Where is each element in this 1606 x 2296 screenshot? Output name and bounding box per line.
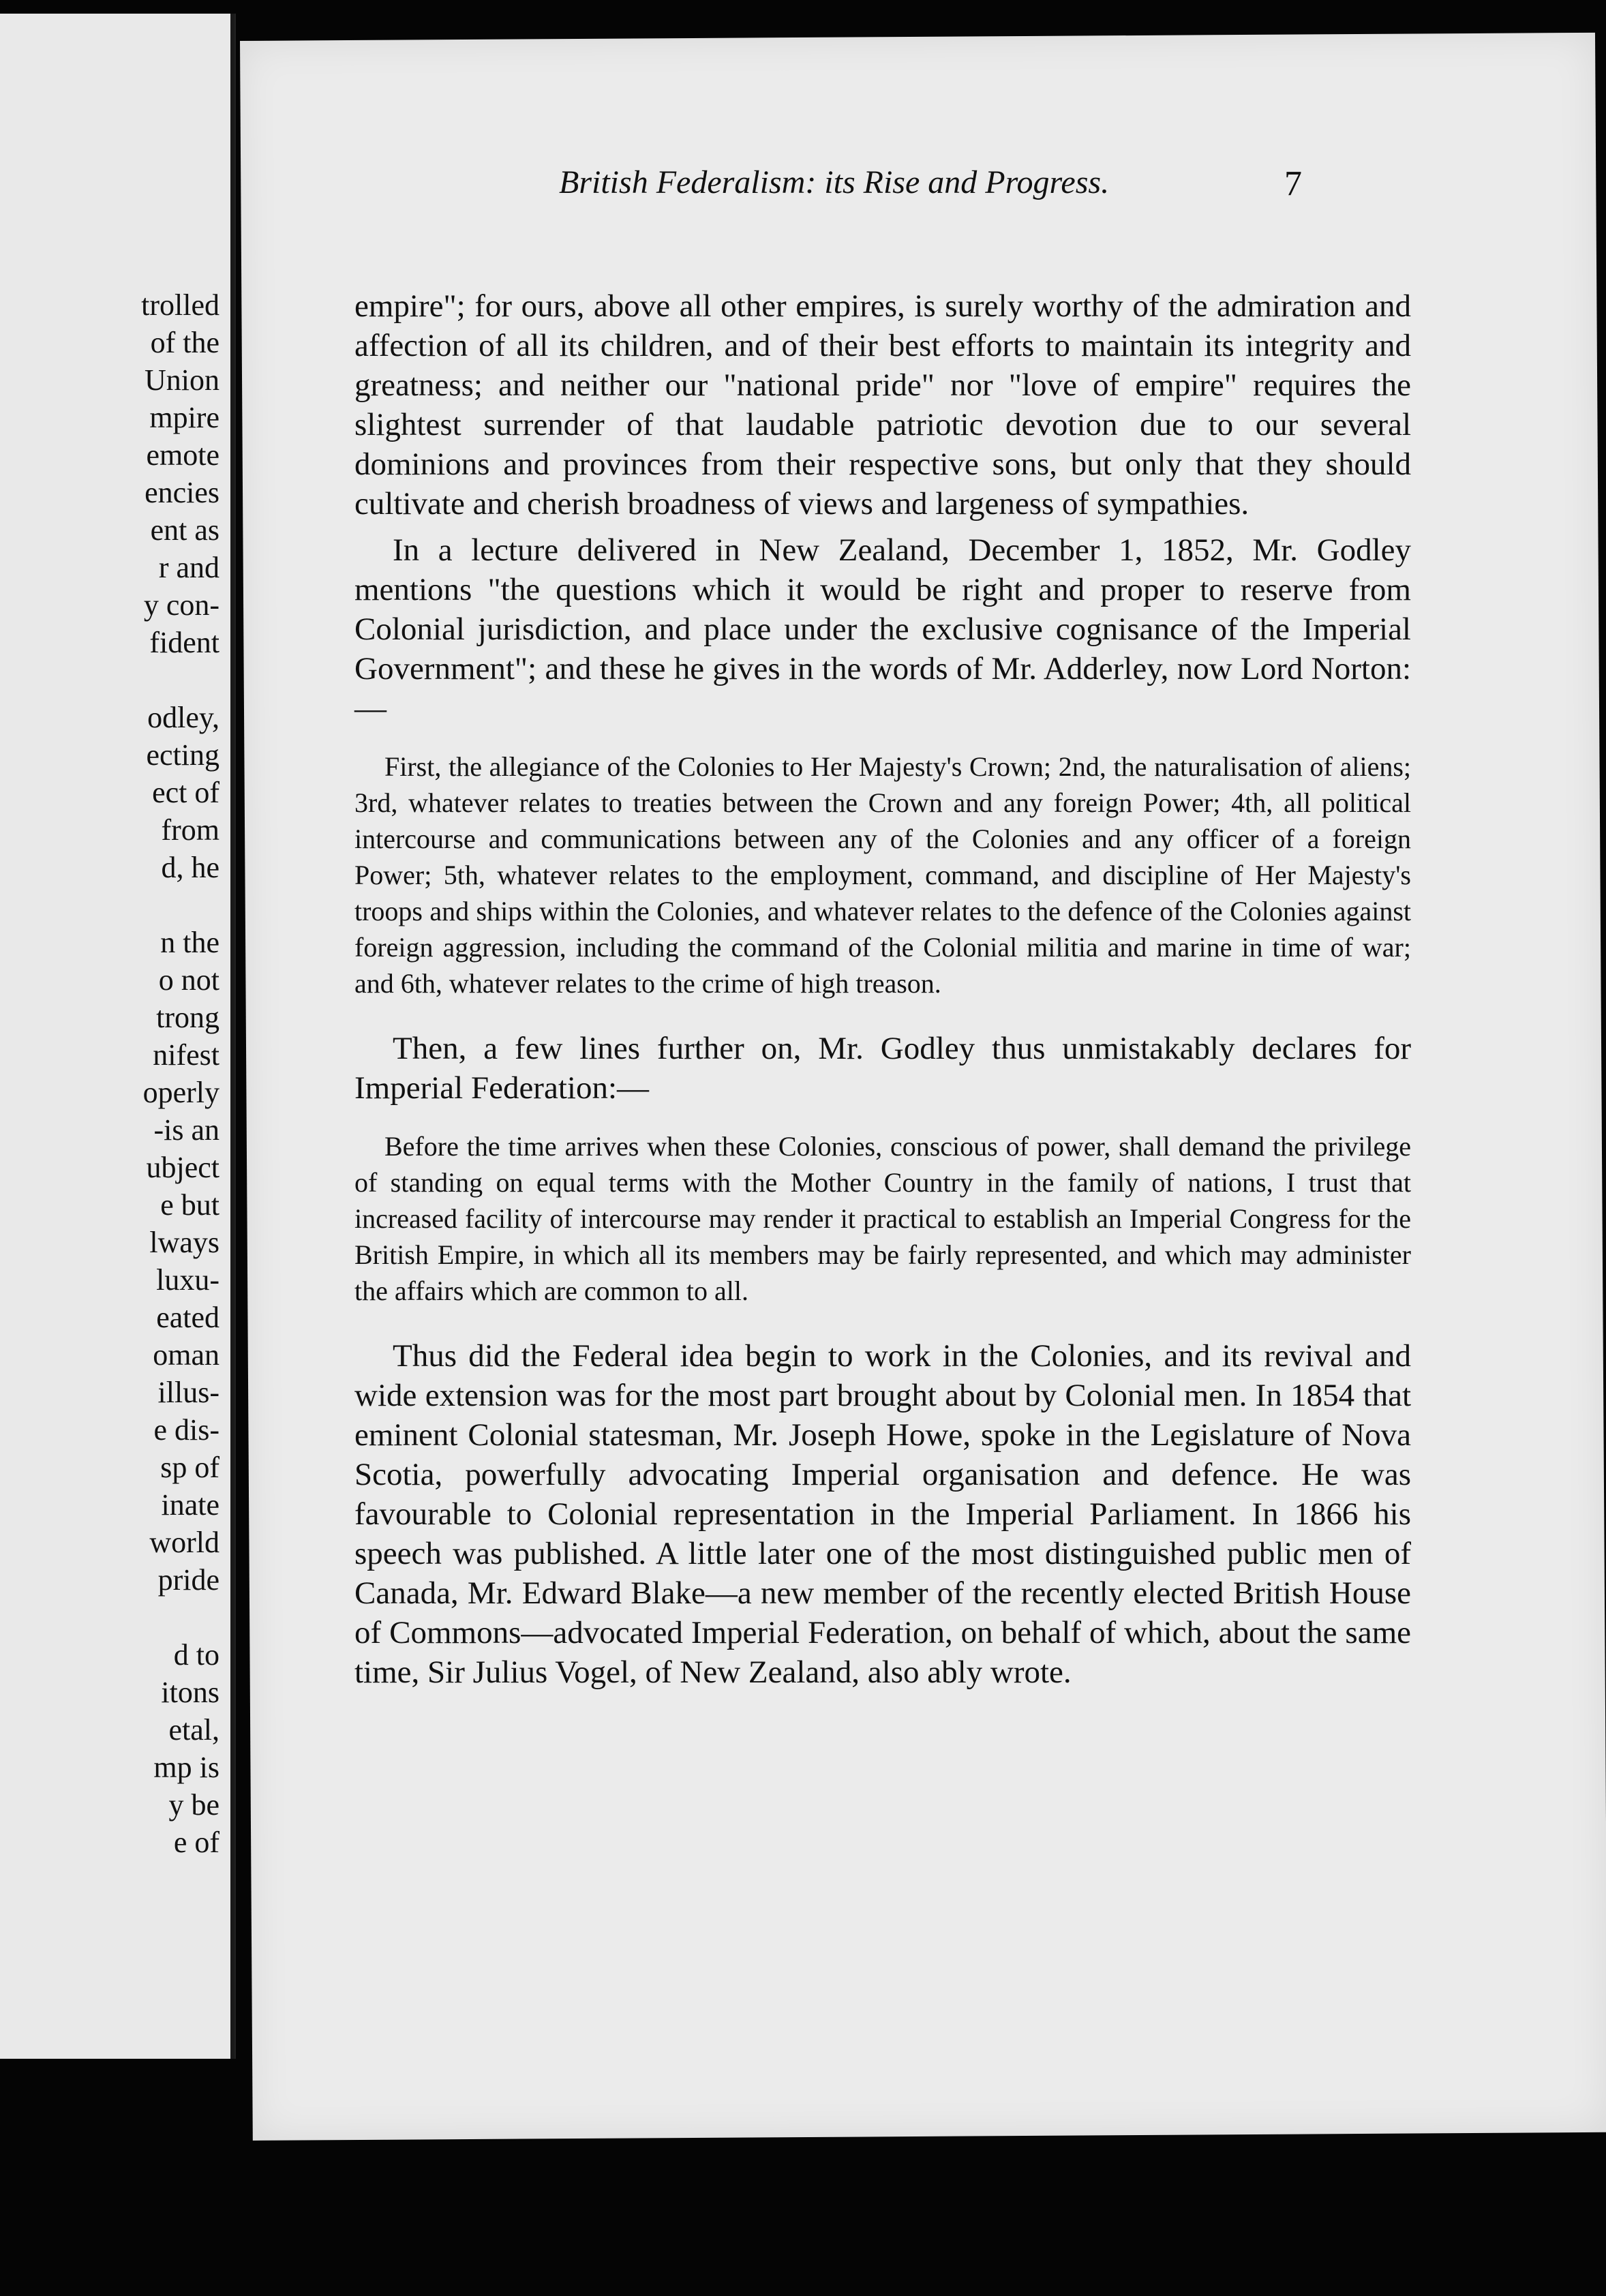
facing-page-line: encies: [145, 476, 219, 509]
facing-page-line: from: [161, 813, 219, 847]
facing-page-line: of the: [150, 326, 219, 359]
facing-page-line: e of: [173, 1826, 219, 1859]
facing-page-line: d, he: [161, 851, 219, 884]
facing-page-line: e but: [160, 1188, 219, 1222]
facing-page-line: -is an: [153, 1113, 219, 1147]
facing-page-line: eated: [156, 1301, 219, 1334]
facing-page-line: sp of: [160, 1451, 219, 1484]
facing-page-line: pride: [157, 1563, 219, 1597]
facing-page-line: [15, 1599, 219, 1636]
facing-page: [0, 14, 236, 2059]
facing-page-line: o not: [158, 963, 219, 997]
page-body: [354, 286, 1411, 1699]
facing-page-line: y be: [168, 1788, 219, 1822]
facing-page-line: trong: [156, 1001, 219, 1034]
facing-page-line: ect of: [152, 776, 219, 809]
facing-page-line: n the: [160, 926, 219, 959]
paragraph-godley-lecture: In a lecture delivered in New Zealand, December 1, 1852, Mr. Godley mentions "the questions which it would be right and proper to reserve from Colonial jurisdiction, and place under the exclusive cognisance of the Imperial Government"; and these he gives in the words of Mr. Adderley, now Lord Norton:—: [354, 532, 1411, 726]
facing-page-line: d to: [173, 1638, 219, 1672]
facing-page-line: inate: [161, 1488, 219, 1522]
facing-page-line: Union: [145, 363, 219, 397]
facing-page-line: [15, 886, 219, 924]
facing-page-line: [15, 661, 219, 699]
running-title: British Federalism: its Rise and Progress.: [559, 164, 1110, 200]
facing-page-line: y con-: [143, 588, 219, 622]
block-quote-adderley: First, the allegiance of the Colonies to Her Majesty's Crown; 2nd, the naturalisation of aliens; 3rd, whatever relates to treaties between the Crown and any foreign Power; 4th, all political intercourse and communications between any of the Colonies and any officer of a foreign Power; 5th, whatever relates to the employment, command, and discipline of Her Majesty's troops and ships within the Colonies, and whatever relates to the defence of the Colonies against foreign aggression, including the command of the Colonial militia and marine in time of war; and 6th, whatever relates to the crime of high treason.: [354, 751, 1411, 999]
facing-page-line: mpire: [149, 401, 219, 434]
block-quote-godley: Before the time arrives when these Colonies, conscious of power, shall demand the privilege of standing on equal terms with the Mother Country in the family of nations, I trust that increased facility of intercourse may render it practical to establish an Imperial Congress for the British Empire, in which all its members may be fairly represented, and which may administer the affairs which are common to all.: [354, 1131, 1411, 1306]
facing-page-line: fident: [149, 626, 219, 659]
facing-page-line: itons: [161, 1676, 219, 1709]
facing-page-line: odley,: [147, 701, 219, 734]
facing-page-line: etal,: [168, 1713, 219, 1747]
facing-page-line: e dis-: [153, 1413, 219, 1447]
facing-page-line: oman: [153, 1338, 219, 1372]
facing-page-line: ecting: [146, 738, 219, 772]
facing-page-line: lways: [149, 1226, 219, 1259]
facing-page-line: mp is: [153, 1751, 219, 1784]
page-number: 7: [1284, 164, 1302, 203]
facing-page-line: ent as: [150, 513, 219, 547]
facing-page-line: emote: [146, 438, 219, 472]
paragraph-continuation: empire"; for ours, above all other empires, is surely worthy of the admiration and affection of all its children, and of their best efforts to maintain its integrity and greatness; and neither our "national pride" nor "love of empire" requires the slightest surrender of that laudable patriotic devotion due to our several dominions and provinces from their respective sons, but only that they should cultivate and cherish broadness of views and largeness of sympathies.: [354, 288, 1411, 522]
facing-page-line: ubject: [146, 1151, 219, 1184]
facing-page-line: trolled: [141, 288, 219, 322]
facing-page-line: operly: [142, 1076, 219, 1109]
paragraph-federal-idea: Thus did the Federal idea begin to work in the Colonies, and its revival and wide extension was for the most part brought about by Colonial men. In 1854 that eminent Colonial statesman, Mr. Joseph Howe, spoke in the Legislature of Nova Scotia, powerfully advocating Imperial organisation and defence. He was favourable to Colonial representation in the Imperial Parliament. In 1866 his speech was published. A little later one of the most distinguished public men of Canada, Mr. Edward Blake—a new member of the recently elected British House of Commons—advocated Imperial Federation, on behalf of which, about the same time, Sir Julius Vogel, of New Zealand, also ably wrote.: [354, 1338, 1411, 1690]
facing-page-line: illus-: [157, 1376, 219, 1409]
facing-page-line: nifest: [153, 1038, 219, 1072]
paragraph-godley-declares: Then, a few lines further on, Mr. Godley thus unmistakably declares for Imperial Federation:—: [354, 1031, 1411, 1106]
facing-page-line: world: [149, 1526, 219, 1559]
facing-page-line: r and: [158, 551, 219, 584]
page-gutter: [230, 14, 234, 2059]
facing-page-text: [15, 286, 219, 1861]
facing-page-line: luxu-: [156, 1263, 219, 1297]
